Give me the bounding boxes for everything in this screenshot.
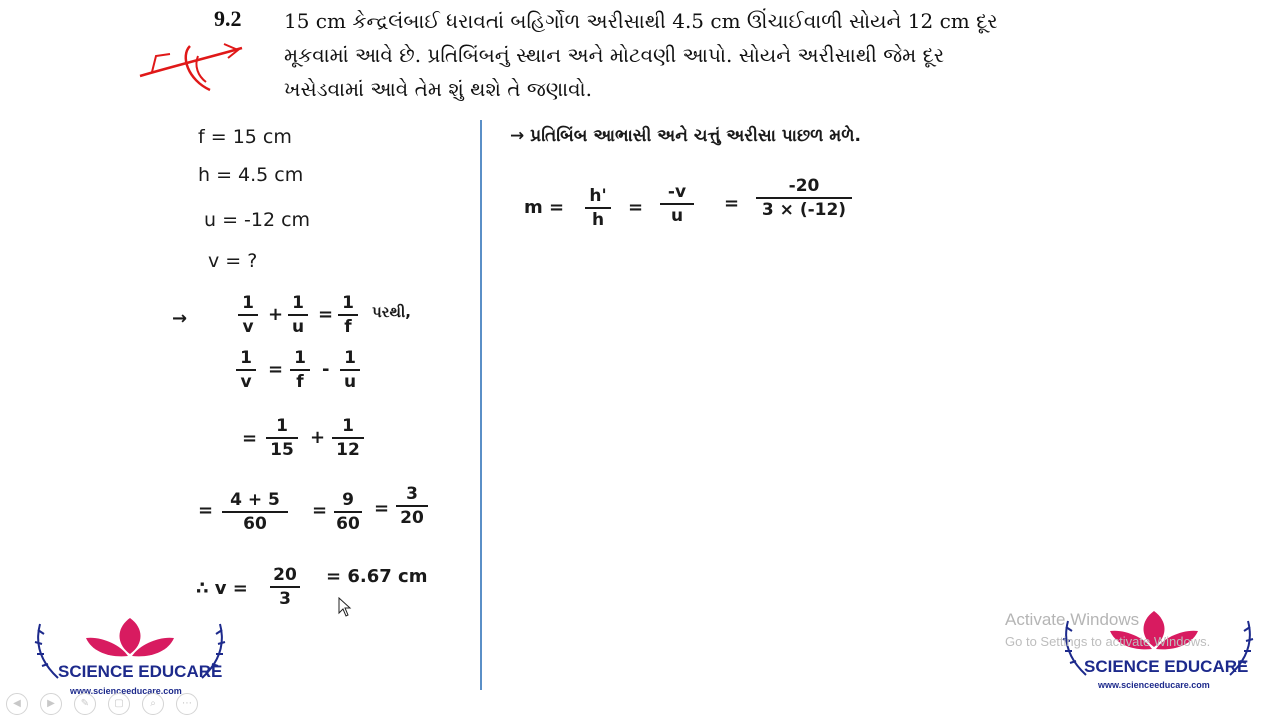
step3-equals: =	[242, 428, 258, 449]
result-frac: 20 3	[270, 565, 300, 609]
given-object-distance: u = -12 cm	[204, 209, 311, 231]
pen-tool-icon[interactable]: ✎	[74, 693, 96, 715]
step4-frac-9-60: 9 60	[334, 490, 362, 534]
question-line-1: 15 cm કેન્દ્રલંબાઈ ધરાવતાં બહિર્ગોળ અરીસાથી 4.5 cm ઊંચાઈવાળી સોયને 12 cm દૂર	[284, 9, 998, 33]
step2-frac-f: 1 f	[290, 348, 310, 392]
equals-sign: =	[318, 304, 334, 325]
image-nature-statement: → પ્રતિબિંબ આભાસી અને ચત્તું અરીસા પાછળ મળે.	[510, 126, 862, 146]
logo-url: www.scienceeducare.com	[1098, 680, 1210, 690]
frac-1-over-v: 1 v	[238, 293, 258, 337]
from-text: પરથી,	[372, 303, 411, 321]
red-pen-mark	[134, 36, 246, 96]
science-educare-logo-left	[30, 614, 230, 704]
step3-plus: +	[310, 427, 326, 448]
step4-frac-3-20: 3 20	[396, 484, 428, 528]
result-prefix: ∴ v =	[196, 578, 248, 599]
step4-equals-2: =	[312, 500, 328, 521]
question-line-2: મૂકવામાં આવે છે. પ્રતિબિંબનું સ્થાન અને મોટવણી આપો. સોયને અરીસાથી જેમ દૂર	[284, 43, 945, 67]
result-value: = 6.67 cm	[326, 566, 428, 587]
slides-view-icon[interactable]: ▢	[108, 693, 130, 715]
step2-minus: -	[322, 359, 330, 380]
zoom-icon[interactable]: ⌕	[142, 693, 164, 715]
column-divider	[480, 120, 482, 690]
given-focal-length: f = 15 cm	[198, 126, 292, 148]
magnification-frac-v: -v u	[660, 182, 694, 226]
more-options-icon[interactable]: ⋯	[176, 693, 198, 715]
frac-1-over-f: 1 f	[338, 293, 358, 337]
activate-windows-subtitle: Go to Settings to activate Windows.	[1005, 634, 1211, 649]
question-line-3: ખસેડવામાં આવે તેમ શું થશે તે જણાવો.	[284, 77, 592, 101]
step3-frac-12: 1 12	[332, 416, 364, 460]
step4-frac-sum: 4 + 5 60	[222, 490, 288, 534]
given-image-distance: v = ?	[208, 250, 258, 272]
frac-1-over-u: 1 u	[288, 293, 308, 337]
magnification-label: m =	[524, 197, 565, 218]
next-slide-icon[interactable]: ▶	[40, 693, 62, 715]
prev-slide-icon[interactable]: ◀	[6, 693, 28, 715]
step2-lhs: 1 v	[236, 348, 256, 392]
plus-sign: +	[268, 304, 284, 325]
step2-frac-u: 1 u	[340, 348, 360, 392]
step4-equals-1: =	[198, 500, 214, 521]
activate-windows-title: Activate Windows	[1005, 610, 1140, 629]
given-height: h = 4.5 cm	[198, 164, 304, 186]
logo-title: SCIENCE EDUCARE	[58, 662, 223, 681]
question-number: 9.2	[214, 6, 242, 31]
magnification-frac-h: h' h	[585, 186, 611, 230]
arrow-icon: →	[172, 308, 188, 329]
magnification-equals-2: =	[628, 197, 644, 218]
magnification-frac-values: -20 3 × (-12)	[756, 176, 852, 220]
step3-frac-15: 1 15	[266, 416, 298, 460]
logo-title: SCIENCE EDUCARE	[1084, 657, 1249, 676]
step2-equals: =	[268, 359, 284, 380]
question-text	[284, 4, 1074, 106]
step4-equals-3: =	[374, 498, 390, 519]
mouse-cursor-icon	[338, 597, 352, 617]
logo-url: www.scienceeducare.com	[70, 686, 182, 696]
magnification-equals-3: =	[724, 193, 740, 214]
